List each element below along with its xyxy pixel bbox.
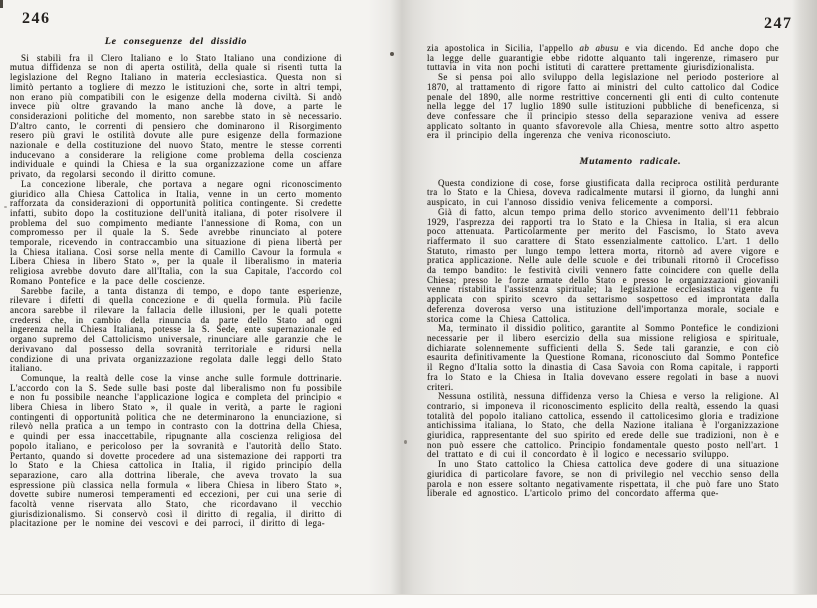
paragraph: Se si pensa poi allo sviluppo della legislazione nel periodo posteriore al 1870, al trattamento di rigore fatto ai ministri del culto cattolico dal Codice penale del 1890, alle norme restrittive concernenti gli enti di culto contenute nella legge del 17 luglio 1890 sulle istituzioni pubbliche di beneficenza, si deve confessare che il principio stesso della separazione veniva ad essere applicato soltanto in quanto sfavorevole alla Chiesa, mentre sotto altro aspetto era il principio della ingerenza che veniva riconosciuto.: [427, 72, 779, 141]
paragraph-text: e via dicendo. Ed anche dopo che la legge delle guarantigie ebbe ridotte alquanto tali ingerenze, rimasero pur tuttavia in vita non pochi istituti di carattere prettamente giurisdizionalista.: [427, 43, 780, 73]
section-heading-right: Mutamento radicale.: [579, 156, 682, 168]
scan-speck: [390, 52, 394, 56]
scan-speck: [4, 206, 7, 208]
page-number-left: 246: [22, 10, 51, 27]
scan-edge-mark: [0, 0, 3, 8]
paragraph: La concezione liberale, che portava a negare ogni riconoscimento giuridico alla Chiesa Cattolica in Italia, venne in un certo momento rafforzata da considerazioni di opportunità politica contingente. Si credette infatti, subito dopo la costituzione dell'unità italiana, di poter risolvere il problema del suo compimento mediante l'annessione di Roma, con un compromesso per il quale la S. Sede avrebbe rinunciato al potere temporale, ricevendo in contraccambio una situazione di piena libertà per la Chiesa italiana. Così sorse nella mente di Camillo Cavour la formula « Libera Chiesa in libero Stato », per la quale il liberalismo in materia religiosa avrebbe dovuto dare all'Italia, con la sua Capitale, l'accordo col Romano Pontefice e la pace delle coscienze.: [10, 178, 342, 286]
paragraph: In uno Stato cattolico la Chiesa cattolica deve godere di una situazione giuridica di particolare favore, se non di privilegio nel vecchio senso della parola e non essere soltanto negativamente rispettata, il che può fare uno Stato liberale ed agnostico. L'articolo primo del concordato afferma que-: [427, 459, 779, 499]
latin-term: ab abusu: [579, 43, 619, 53]
left-page-text-block: [10, 37, 342, 529]
paragraph: Nessuna ostilità, nessuna diffidenza verso la Chiesa e verso la religione. Al contrario, si imponeva il riconoscimento esplicito della realtà, essendo la quasi totalità del popolo italiano cattolica, essendo il cattolicesimo gloria e tradizione antichissima italiana, lo Stato, che della Nazione italiana è l'organizzazione giuridica, rappresentante del suo spirito ed erede delle sue tradizioni, non è e non può essere che cattolico. Principio fondamentale questo posto nell'art. 1 del trattato e di cui il concordato è il logico e necessario sviluppo.: [427, 391, 779, 460]
right-page-text-block: [427, 44, 779, 499]
paragraph: Questa condizione di cose, forse giustificata dalla reciproca ostilità perdurante tra lo Stato e la Chiesa, doveva radicalmente mutarsi il giorno, da lunghi anni auspicato, in cui l'annoso dissidio veniva felicemente a comporsi.: [427, 177, 779, 208]
continuation-paragraph: [427, 44, 779, 73]
page-number-right: 247: [764, 15, 793, 32]
paragraph: Si stabilì fra il Clero Italiano e lo Stato Italiano una condizione di mutua diffidenza se non di aperta ostilità, della quale si risentì tutta la legislazione del Regno Italiano in materia ecclesiastica. Questa non si limitò pertanto a togliere di mezzo le istituzioni che, sorte in altri tempi, non erano più compatibili con le esigenze della moderna civiltà. Si andò invece più oltre gravando la mano anche là dove, a parte le considerazioni politiche del momento, non sarebbe stato in sè necessario. D'altro canto, le correnti di pensiero che dominarono il Risorgimento resero più gravi le ostilità dovute alle pure esigenze della formazione nazionale e della costituzione del nuovo Stato, mentre le stesse correnti inducevano a considerare la religione come problema della coscienza individuale e quindi la Chiesa e la sua organizzazione come un affare privato, da regolarsi secondo il diritto comune.: [10, 52, 342, 180]
paragraph: Ma, terminato il dissidio politico, garantite al Sommo Pontefice le condizioni necessarie per il libero esercizio della sua missione religiosa e spirituale, dichiarate solennemente sufficienti della S. Sede tali garanzie, e con ciò esaurita definitivamente la Questione Romana, riconosciuto dal Sommo Pontefice il Regno d'Italia sotto la dinastia di Casa Savoia con Roma capitale, i rapporti fra lo Stato e la Chiesa in Italia dovevano essere regolati in base a nuovi criteri.: [427, 323, 779, 392]
scan-bottom-edge: [0, 594, 817, 608]
paragraph: Già di fatto, alcun tempo prima dello storico avvenimento dell'11 febbraio 1929, l'asprezza dei rapporti tra lo Stato e la Chiesa in Italia, si era alcun poco attenuata. Particolarmente per merito del Fascismo, lo Stato aveva riaffermato il suo carattere di Stato essenzialmente cattolico. L'art. 1 dello Statuto, rimasto per lungo tempo lettera morta, ritornò ad avere vigore e pratica applicazione. Nelle aule delle scuole e dei tribunali ritornò il Crocefisso da tempo bandito: le festività civili vennero fatte coincidere con quelle della Chiesa; presso le forze armate dello Stato e presso le organizzazioni giovanili venne ristabilita l'assistenza spirituale; la legislazione ecclesiastica vigente fu applicata con spirito scevro da settarismo sospettoso ed improntata dalla deferenza doverosa verso una istituzione dell'importanza morale, sociale e storica come la Chiesa Cattolica.: [427, 206, 779, 324]
paragraph: Comunque, la realtà delle cose la vinse anche sulle formule dottrinarie. L'accordo con la S. Sede sulle basi poste dal liberalismo non fu possibile e non fu possibile neanche l'applicazione logica e completa del principio « libera Chiesa in libero Stato », il quale in verità, a parte le ragioni contingenti di opportunità politica che ne determinarono la enunciazione, si rilevò nella pratica a un tempo in contrasto con la dottrina della Chiesa, e quindi per essa inaccettabile, ripugnante alla coscienza religiosa del popolo italiano, e pericoloso per la sovranità e l'autorità dello Stato. Pertanto, quando si dovette procedere ad una sistemazione dei rapporti tra lo Stato e la Chiesa cattolica in Italia, il rigido principio della separazione, caro alla dottrina liberale, che aveva trovato la sua espressione più classica nella formula « libera Chiesa in libero Stato », dovette subire numerosi temperamenti ed eccezioni, per cui una serie di facoltà venne riservata allo Stato, che ricordavano il vecchio giurisdizionalismo. Si conservò così il diritto di regalia, il diritto di placitazione per le nomine dei vescovi e dei parroci, il diritto di lega-: [10, 372, 342, 529]
section-heading-left: Le conseguenze del dissidio: [104, 36, 248, 47]
paragraph-text: zia apostolica in Sicilia, l'appello: [427, 43, 580, 53]
scan-speck: [404, 440, 407, 444]
paragraph: Sarebbe facile, a tanta distanza di tempo, e dopo tante esperienze, rilevare i difetti di quella concezione e di quella formula. Più facile ancora sarebbe il rilevare la fallacia delle illusioni, per le quali potette credersi che, in cambio della rinuncia da parte dello Stato ad ogni ingerenza nella Chiesa Italiana, potesse la S. Sede, ente supernazionale ed organo supremo del Cattolicismo universale, rinunciare alle garanzie che le derivavano dal possesso della sovranità territoriale e ridursi nella condizione di una privata organizzazione regolata dalle leggi dello Stato italiano.: [10, 285, 342, 374]
